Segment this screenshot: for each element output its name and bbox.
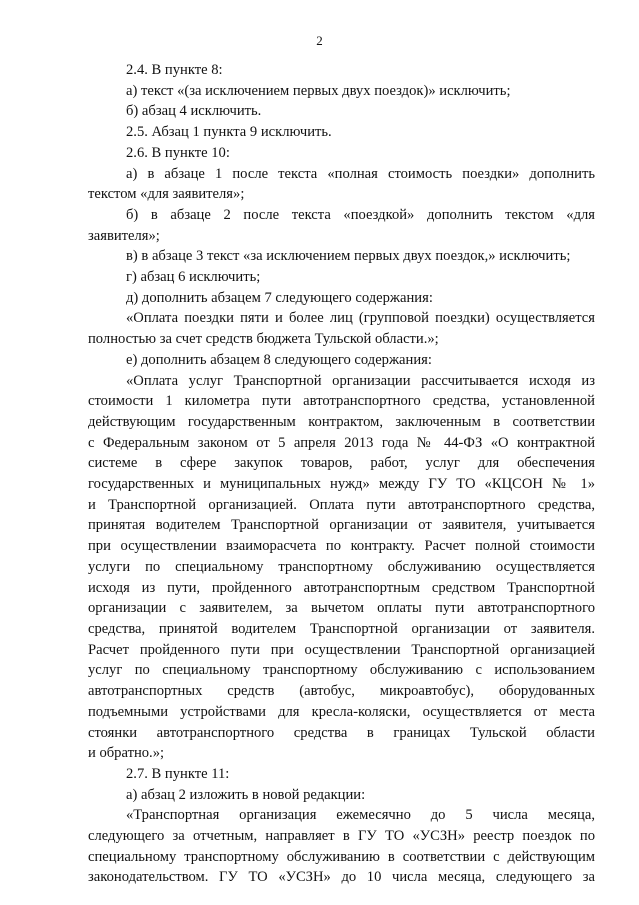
text-line: средства, принятой водителем Транспортной организации от заявителя. bbox=[88, 620, 595, 637]
text-line: е) дополнить абзацем 8 следующего содержания: bbox=[126, 351, 432, 368]
text-line: действующим государственным контрактом, заключенным в соответствии bbox=[88, 413, 595, 430]
text-line: «Оплата услуг Транспортной организации рассчитывается исходя из bbox=[126, 372, 595, 389]
text-line: «Оплата поездки пяти и более лиц (групповой поездки) осуществляется bbox=[126, 310, 595, 327]
text-line: а) текст «(за исключением первых двух поездок)» исключить; bbox=[126, 82, 511, 99]
text-line: законодательством. ГУ ТО «УСЗН» до 10 числа месяца, следующего за bbox=[88, 869, 595, 886]
text-line: системе в сфере закупок товаров, работ, услуг для обеспечения bbox=[88, 455, 595, 472]
text-line: услуги по специальному транспортному обслуживанию осуществляется bbox=[88, 558, 595, 575]
page-number: 2 bbox=[316, 33, 323, 48]
text-line: с Федеральным законом от 5 апреля 2013 года № 44-ФЗ «О контрактной bbox=[88, 434, 595, 451]
text-line: 2.6. В пункте 10: bbox=[126, 144, 230, 161]
text-line: 2.5. Абзац 1 пункта 9 исключить. bbox=[126, 124, 332, 141]
text-line: 2.4. В пункте 8: bbox=[126, 62, 223, 78]
text-line: стоимости 1 километра пути автотранспортного средства, установленной bbox=[88, 393, 595, 410]
text-line: и обратно.»; bbox=[88, 745, 165, 762]
text-line: г) абзац 6 исключить; bbox=[126, 269, 261, 286]
text-line: д) дополнить абзацем 7 следующего содержания: bbox=[126, 289, 433, 306]
text-line: заявителя»; bbox=[88, 227, 160, 244]
text-line: 2.7. В пункте 11: bbox=[126, 765, 230, 782]
text-line: стоянки автотранспортного средства в границах Тульской области bbox=[88, 724, 595, 741]
text-line: в) в абзаце 3 текст «за исключением первых двух поездок,» исключить; bbox=[126, 248, 571, 265]
text-line: а) абзац 2 изложить в новой редакции: bbox=[126, 786, 366, 803]
text-line: государственных и муниципальных нужд» между ГУ ТО «КЦСОН № 1» bbox=[88, 476, 595, 493]
text-line: автотранспортных средств (автобус, микроавтобус), оборудованных bbox=[88, 683, 595, 700]
text-line: и Транспортной организацией. Оплата пути автотранспортного средства, bbox=[88, 496, 595, 513]
text-line: при осуществлении взаиморасчета по контракту. Расчет полной стоимости bbox=[88, 538, 595, 555]
text-line: текстом «для заявителя»; bbox=[88, 186, 245, 203]
text-line: полностью за счет средств бюджета Тульской области.»; bbox=[88, 331, 439, 348]
text-line: а) в абзаце 1 после текста «полная стоимость поездки» дополнить bbox=[126, 165, 595, 182]
text-line: следующего за отчетным, направляет в ГУ ТО «УСЗН» реестр поездок по bbox=[88, 828, 595, 845]
text-line: исходя из пути, пройденного автотранспортным средством Транспортной bbox=[88, 579, 595, 596]
document-body bbox=[88, 60, 595, 888]
text-line: б) абзац 4 исключить. bbox=[126, 103, 262, 120]
text-line: услуг по специальному транспортному обслуживанию с использованием bbox=[88, 662, 595, 679]
text-line: принятая водителем Транспортной организации от заявителя, учитывается bbox=[88, 517, 595, 534]
text-line: подъемными устройствами для кресла-коляски, осуществляется от места bbox=[88, 703, 595, 720]
text-line: Расчет пройденного пути при осуществлении Транспортной организацией bbox=[88, 641, 595, 658]
text-line: организации с заявителем, за вычетом оплаты пути автотранспортного bbox=[88, 600, 595, 617]
text-line: специальному транспортному обслуживанию в соответствии с действующим bbox=[88, 848, 595, 865]
text-line: б) в абзаце 2 после текста «поездкой» дополнить текстом «для bbox=[126, 206, 595, 223]
text-line: «Транспортная организация ежемесячно до 5 числа месяца, bbox=[126, 807, 595, 824]
